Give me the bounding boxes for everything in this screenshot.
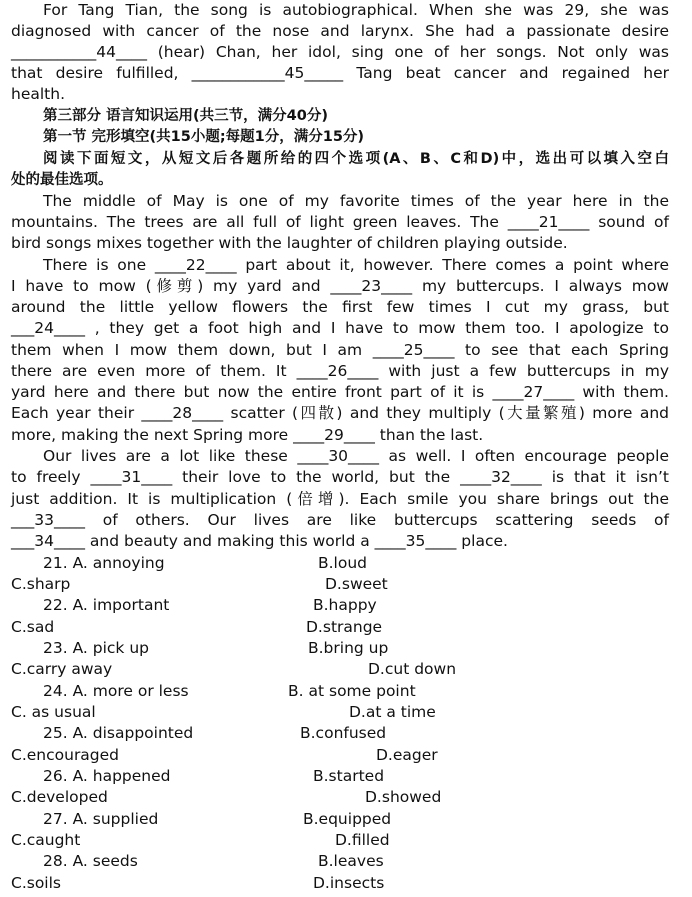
passage-line: I have to mow (修剪) my yard and ____23____ my buttercups. I always mow (11, 277, 669, 295)
passage-line: The middle of May is one of my favorite times of the year here in the (43, 192, 669, 210)
option-a: 27. A. supplied (43, 810, 159, 828)
option-b: B.loud (318, 554, 368, 572)
option-b: B. at some point (288, 682, 416, 700)
option-d: D.cut down (368, 660, 457, 678)
section-title: 第一节 完形填空(共15小题;每题1分，满分15分) (43, 129, 365, 145)
option-a: 26. A. happened (43, 767, 171, 785)
option-b: B.bring up (308, 639, 389, 657)
instruction-line: 处的最佳选项。 (11, 172, 113, 188)
passage-line: more, making the next Spring more ____29____ than the last. (11, 426, 484, 444)
passage-top-line: diagnosed with cancer of the nose and larynx. She had a passionate desire (11, 22, 669, 40)
passage-line: them when I mow them down, but I am ____25____ to see that each Spring (11, 341, 669, 359)
option-c: C.caught (11, 831, 81, 849)
passage-line: to freely ____31____ their love to the world, but the ____32____ is that it isn’t (11, 468, 669, 486)
passage-line: just addition. It is multiplication (倍增). Each smile you share brings out the (11, 490, 669, 508)
option-d: D.eager (376, 746, 438, 764)
option-b: B.leaves (318, 852, 384, 870)
option-c: C.sad (11, 618, 55, 636)
option-c: C.developed (11, 788, 108, 806)
passage-line: ___33____ of others. Our lives are like buttercups scattering seeds of (11, 511, 669, 529)
passage-line: there are even more of them. It ____26____ with just a few buttercups in my (11, 362, 669, 380)
passage-top-line: that desire fulfilled, ____________45_____ Tang beat cancer and regained her (11, 64, 669, 82)
option-c: C. as usual (11, 703, 96, 721)
option-b: B.equipped (303, 810, 392, 828)
option-b: B.happy (313, 596, 377, 614)
option-c: C.carry away (11, 660, 113, 678)
passage-line: ___24____ , they get a foot high and I have to mow them too. I apologize to (11, 319, 669, 337)
option-d: D.sweet (325, 575, 388, 593)
option-c: C.soils (11, 874, 61, 892)
option-b: B.started (313, 767, 385, 785)
part-title: 第三部分 语言知识运用(共三节，满分40分) (43, 108, 328, 124)
passage-top-line: health. (11, 85, 65, 103)
option-a: 28. A. seeds (43, 852, 138, 870)
option-c: C.sharp (11, 575, 71, 593)
option-d: D.strange (306, 618, 383, 636)
passage-line: Our lives are a lot like these ____30____ as well. I often encourage people (43, 447, 669, 465)
passage-line: yard here and there but now the entire front part of it is ____27____ with them. (11, 383, 669, 401)
option-d: D.showed (365, 788, 442, 806)
option-a: 21. A. annoying (43, 554, 165, 572)
option-d: D.filled (335, 831, 390, 849)
option-a: 23. A. pick up (43, 639, 149, 657)
option-d: D.at a time (349, 703, 436, 721)
passage-line: around the little yellow flowers the first few times I cut my grass, but (11, 298, 669, 316)
option-a: 25. A. disappointed (43, 724, 194, 742)
option-a: 22. A. important (43, 596, 170, 614)
instruction-line: 阅读下面短文，从短文后各题所给的四个选项(A、B、C和D)中，选出可以填入空白 (43, 151, 669, 167)
passage-line: There is one ____22____ part about it, however. There comes a point where (43, 256, 669, 274)
option-a: 24. A. more or less (43, 682, 189, 700)
passage-top-line: ___________44____ (hear) Chan, her idol, sing one of her songs. Not only was (11, 43, 669, 61)
option-d: D.insects (313, 874, 385, 892)
passage-top-line: For Tang Tian, the song is autobiographical. When she was 29, she was (43, 1, 669, 19)
option-c: C.encouraged (11, 746, 120, 764)
passage-line: ___34____ and beauty and making this world a ____35____ place. (11, 532, 508, 550)
option-b: B.confused (300, 724, 387, 742)
passage-line: bird songs mixes together with the laughter of children playing outside. (11, 234, 568, 252)
passage-line: mountains. The trees are all full of light green leaves. The ____21____ sound of (11, 213, 669, 231)
passage-line: Each year their ____28____ scatter (四散) and they multiply (大量繁殖) more and (11, 404, 669, 422)
